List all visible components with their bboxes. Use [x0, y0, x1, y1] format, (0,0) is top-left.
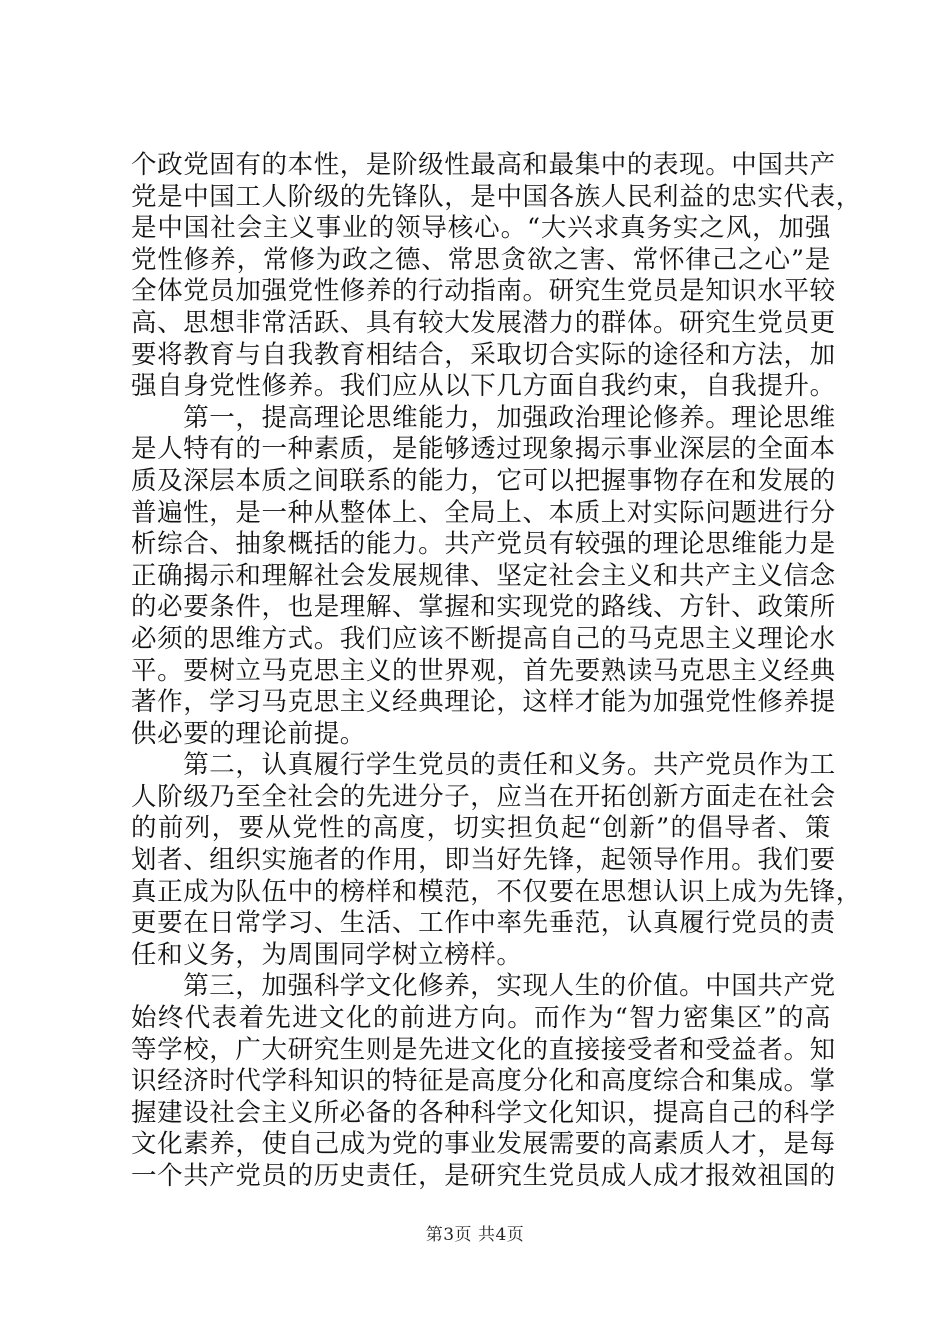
- text-line: 划者、组织实施者的作用，即当好先锋，起领导作用。我们要: [131, 845, 836, 876]
- text-line: 必须的思维方式。我们应该不断提高自己的马克思主义理论水: [131, 623, 836, 654]
- text-line: 平。要树立马克思主义的世界观，首先要熟读马克思主义经典: [131, 655, 836, 686]
- text-line: 著作，学习马克思主义经典理论，这样才能为加强党性修养提: [131, 687, 836, 718]
- text-line: 强自身党性修养。我们应从以下几方面自我约束，自我提升。: [131, 371, 836, 402]
- paragraph-start-line: 第一，提高理论思维能力，加强政治理论修养。理论思维: [131, 402, 836, 433]
- text-line: 一个共产党员的历史责任，是研究生党员成人成才报效祖国的: [131, 1161, 836, 1191]
- text-line: 是中国社会主义事业的领导核心。“大兴求真务实之风，加强: [131, 213, 831, 244]
- body-text: [131, 150, 862, 1193]
- text-line: 党性修养，常修为政之德、常思贪欲之害、常怀律己之心”是: [131, 244, 831, 275]
- text-line: 正确揭示和理解社会发展规律、坚定社会主义和共产主义信念: [131, 560, 836, 591]
- paragraph-start-line: 第二，认真履行学生党员的责任和义务。共产党员作为工: [131, 750, 836, 781]
- paragraph-end-line: 供必要的理论前提。: [131, 718, 366, 749]
- paragraph-start-line: 第三，加强科学文化修养，实现人生的价值。中国共产党: [131, 971, 836, 1002]
- text-line: 要将教育与自我教育相结合，采取切合实际的途径和方法，加: [131, 339, 836, 370]
- text-line: 真正成为队伍中的榜样和模范，不仅要在思想认识上成为先锋，: [131, 876, 862, 907]
- text-line: 握建设社会主义所必备的各种科学文化知识，提高自己的科学: [131, 1097, 836, 1128]
- page-number-label: 第3页 共4页: [425, 1225, 525, 1245]
- text-line: 更要在日常学习、生活、工作中率先垂范，认真履行党员的责: [131, 908, 836, 939]
- text-line: 高、思想非常活跃、具有较大发展潜力的群体。研究生党员更: [131, 307, 836, 338]
- text-line: 党是中国工人阶级的先锋队，是中国各族人民利益的忠实代表，: [131, 181, 862, 212]
- text-line: 的前列，要从党性的高度，切实担负起“创新”的倡导者、策: [131, 813, 831, 844]
- text-line: 质及深层本质之间联系的能力，它可以把握事物存在和发展的: [131, 465, 836, 496]
- paragraph-end-line: 任和义务，为周围同学树立榜样。: [131, 939, 523, 970]
- text-line: 是人特有的一种素质，是能够透过现象揭示事业深层的全面本: [131, 434, 836, 465]
- text-line: 普遍性，是一种从整体上、全局上、本质上对实际问题进行分: [131, 497, 836, 528]
- text-line: 个政党固有的本性，是阶级性最高和最集中的表现。中国共产: [131, 150, 836, 180]
- page-footer: [0, 1224, 950, 1246]
- text-line: 的必要条件，也是理解、掌握和实现党的路线、方针、政策所: [131, 592, 836, 623]
- text-line: 识经济时代学科知识的特征是高度分化和高度综合和集成。掌: [131, 1066, 836, 1097]
- text-line: 等学校，广大研究生则是先进文化的直接接受者和受益者。知: [131, 1034, 836, 1065]
- text-line: 人阶级乃至全社会的先进分子，应当在开拓创新方面走在社会: [131, 781, 836, 812]
- text-line: 文化素养，使自己成为党的事业发展需要的高素质人才，是每: [131, 1129, 836, 1160]
- text-line: 始终代表着先进文化的前进方向。而作为“智力密集区”的高: [131, 1003, 831, 1034]
- text-line: 全体党员加强党性修养的行动指南。研究生党员是知识水平较: [131, 276, 836, 307]
- text-line: 析综合、抽象概括的能力。共产党员有较强的理论思维能力是: [131, 529, 836, 560]
